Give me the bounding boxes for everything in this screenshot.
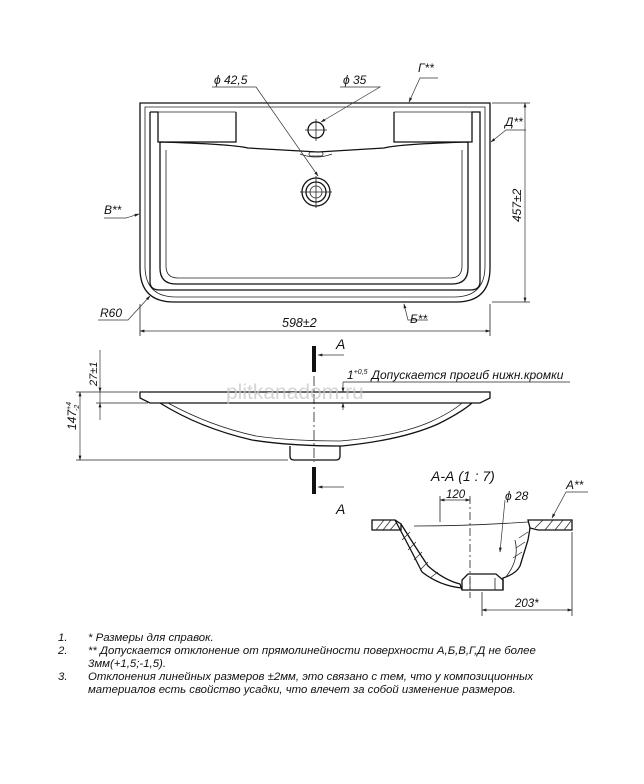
note-item (58, 671, 598, 697)
leader-d35 (321, 87, 380, 122)
section-mark-bottom: A (336, 501, 346, 517)
front-drain (290, 446, 340, 460)
label-width: 598±2 (282, 316, 317, 330)
label-dim-203: 203* (515, 598, 539, 610)
section-drain (462, 574, 503, 590)
label-height-rim: 27±1 (88, 361, 100, 386)
note-number: 1. (58, 632, 68, 644)
top-view (98, 61, 530, 336)
section-view (372, 468, 588, 616)
front-bowl (160, 403, 472, 446)
section-mark-top: A (336, 336, 346, 352)
note-number: 2. (58, 645, 68, 657)
note-text: ** Допускается отклонение от прямолинейности поверхности А,Б,В,Г,Д не более 3мм(+1,5;-1,5). (88, 645, 536, 670)
label-edge-b: Б** (410, 312, 428, 326)
label-edge-a: А** (566, 478, 584, 492)
label-d42: ϕ 42,5 (214, 73, 248, 87)
front-view (65, 336, 570, 517)
label-d28: ϕ 28 (505, 489, 529, 503)
label-edge-g: Г** (418, 61, 434, 75)
section-bowl-wall (401, 524, 530, 590)
leader-d42 (212, 87, 318, 176)
bowl-inner-line (166, 150, 462, 278)
label-height-total: $147^{+4}-2$ (65, 401, 81, 430)
label-bend: $1^{+0,5}$ Допускается прогиб нижн.кромки (347, 368, 564, 382)
overflow-opening (309, 152, 323, 156)
leader-a (552, 492, 588, 518)
section-rim-left (372, 520, 401, 530)
label-r60: R60 (100, 306, 123, 320)
leader-d (491, 130, 526, 142)
label-d35: ϕ 35 (343, 73, 367, 87)
note-number: 3. (58, 671, 68, 683)
tap-hole (305, 119, 327, 141)
front-bowl-inner (168, 403, 462, 441)
note-item (58, 645, 598, 671)
watermark: plitkanadom.ru (226, 381, 364, 404)
section-title: А-А (1 : 7) (431, 468, 495, 484)
drain-hole (300, 176, 332, 208)
bowl-contour (160, 142, 468, 284)
label-edge-d: Д** (505, 115, 523, 129)
bowl-inner-contour (150, 112, 480, 290)
leader-d28 (500, 500, 505, 552)
note-text: Отклонения линейных размеров ±2мм, это связано с тем, что у композиционных материалов есть свойство усадки, что влечет за собой изменение размеров. (88, 671, 534, 696)
note-text: * Размеры для справок. (88, 632, 214, 644)
notes-list (58, 632, 598, 697)
label-dim-120: 120 (446, 489, 466, 501)
label-depth: 457±2 (510, 188, 524, 222)
label-edge-v: В** (104, 203, 122, 217)
note-item (58, 632, 598, 645)
leader-g (409, 78, 438, 102)
